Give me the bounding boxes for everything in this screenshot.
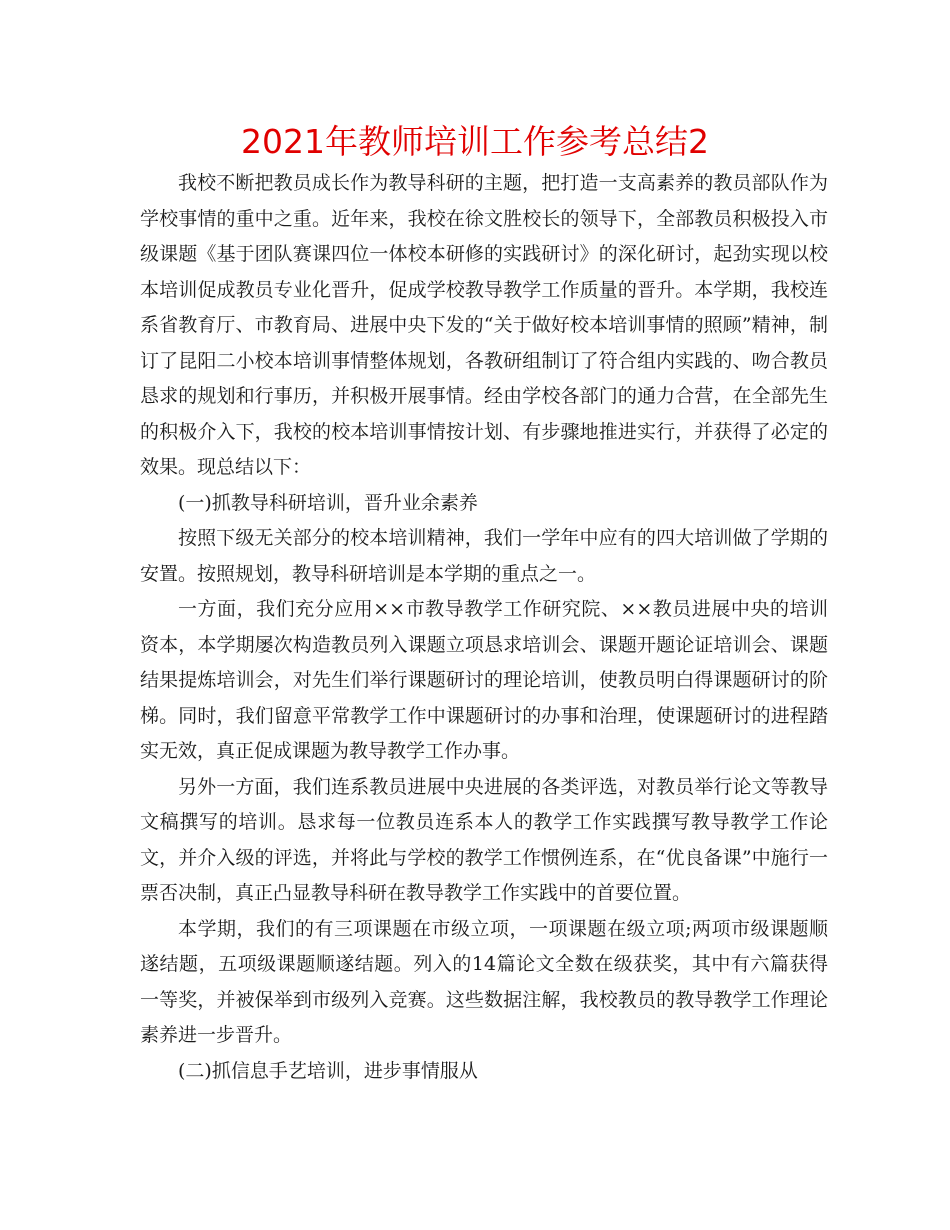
- paragraph-arrangement: 按照下级无关部分的校本培训精神，我们一学年中应有的四大培训做了学期的安置。按照规划，教导科研培训是本学期的重点之一。: [140, 527, 828, 585]
- document-title: 2021年教师培训工作参考总结2: [241, 122, 709, 161]
- paragraph-second-aspect: 另外一方面，我们连系教员进展中央进展的各类评选，对教员举行论文等教导文稿撰写的培训。恳求每一位教员连系本人的教学工作实践撰写教导教学工作论文，并介入级的评选，并将此与学校的教学工作惯例连系，在“优良备课”中施行一票否决制，真正凸显教导科研在教导教学工作实践中的首要位置。: [140, 775, 828, 904]
- section-heading-research-training: (一)抓教导科研培训，晋升业余素养: [178, 491, 478, 514]
- paragraph-intro: 我校不断把教员成长作为教导科研的主题，把打造一支高素养的教员部队作为学校事情的重中之重。近年来，我校在徐文胜校长的领导下，全部教员积极投入市级课题《基于团队赛课四位一体校本研修的实践研讨》的深化研讨，起劲实现以校本培训促成教员专业化晋升，促成学校教导教学工作质量的晋升。本学期，我校连系省教育厅、市教育局、进展中央下发的“关于做好校本培训事情的照顾”精神，制订了昆阳二小校本培训事情整体规划，各教研组制订了符合组内实践的、吻合教员恳求的规划和行事历，并积极开展事情。经由学校各部门的通力合营，在全部先生的积极介入下，我校的校本培训事情按计划、有步骤地推进实行，并获得了必定的效果。现总结以下：: [140, 172, 828, 478]
- paragraph-first-aspect: 一方面，我们充分应用××市教导教学工作研究院、××教员进展中央的培训资本，本学期屡次构造教员列入课题立项恳求培训会、课题开题论证培训会、课题结果提炼培训会，对先生们举行课题研讨的理论培训，使教员明白得课题研讨的阶梯。同时，我们留意平常教学工作中课题研讨的办事和治理，使课题研讨的进程踏实无效，真正促成课题为教导教学工作办事。: [140, 598, 828, 762]
- section-heading-it-training: (二)抓信息手艺培训，进步事情服从: [178, 1059, 478, 1082]
- document-body: [140, 166, 828, 1089]
- paragraph-results: 本学期，我们的有三项课题在市级立项，一项课题在级立项;两项市级课题顺遂结题，五项级课题顺遂结题。列入的14篇论文全数在级获奖，其中有六篇获得一等奖，并被保举到市级列入竞赛。这些数据注解，我校教员的教导教学工作理论素养进一步晋升。: [140, 917, 828, 1046]
